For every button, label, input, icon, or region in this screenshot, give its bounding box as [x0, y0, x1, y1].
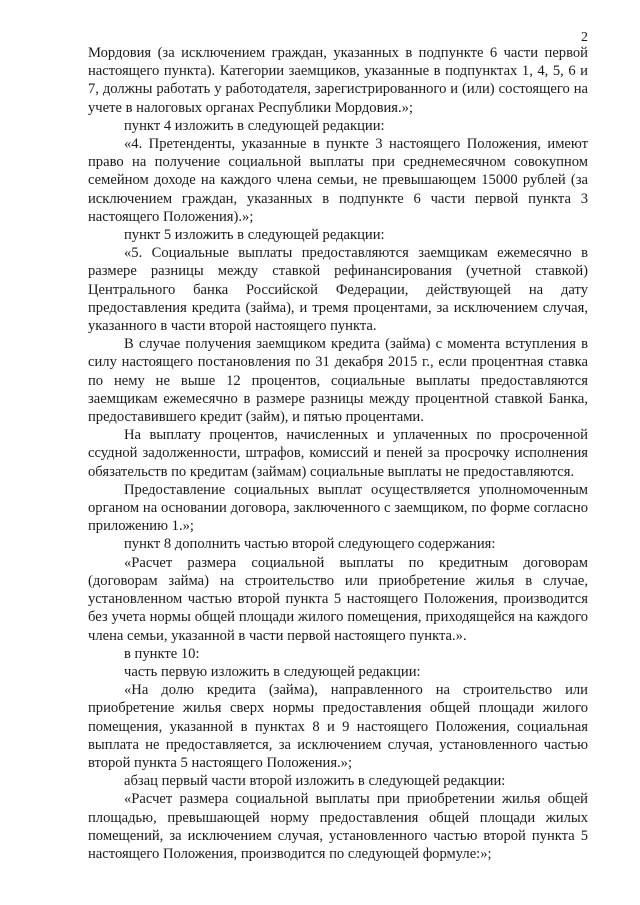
paragraph: «Расчет размера социальной выплаты по кредитным договорам (договорам займа) на строительство или приобретение жилья в случае, установленном частью второй пункта 5 настоящего Положения, производится без учета нормы общей площади жилого помещения, приходящейся на каждого члена семьи, указанной в части первой настоящего пункта.». [88, 554, 588, 644]
paragraph: Предоставление социальных выплат осуществляется уполномоченным органом на основании договора, заключенного с заемщиком, по форме согласно приложению 1.»; [88, 481, 588, 535]
paragraph: На выплату процентов, начисленных и уплаченных по просроченной ссудной задолженности, штрафов, комиссий и пеней за просрочку исполнения обязательств по кредитам (займам) социальные выплаты не предоставляются. [88, 427, 588, 480]
paragraph: «4. Претенденты, указанные в пункте 3 настоящего Положения, имеют право на получение социальной выплаты при среднемесячном совокупном семейном доходе на каждого члена семьи, не превышающем 15000 рублей (за исключением граждан, указанных в подпункте 6 части первой пункта 3 настоящего Положения).»; [88, 136, 588, 225]
paragraph: «На долю кредита (займа), направленного на строительство или приобретение жилья сверх нормы предоставления общей площади жилого помещения, указанной в пунктах 8 и 9 настоящего Положения, социальная выплата не предоставляется, за исключением случая, установленного частью второй пункта 5 настоящего Положения.»; [88, 682, 588, 771]
paragraph: В случае получения заемщиком кредита (займа) с момента вступления в силу настоящего постановления по 31 декабря 2015 г., если процентная ставка по нему не выше 12 процентов, социальные выплаты предоставляются заемщикам ежемесячно в размере разницы между процентной ставкой Банка, предоставившего кредит (займ), и пятью процентами. [88, 336, 588, 426]
paragraph: пункт 8 дополнить частью второй следующего содержания: [124, 536, 496, 553]
paragraph: Мордовия (за исключением граждан, указанных в подпункте 6 части первой настоящего пункта). Категории заемщиков, указанные в подпунктах 1, 4, 5, 6 и 7, должны работать у работодателя, зарегистрированного и (или) состоящего на учете в налоговых органах Республики Мордовия.»; [88, 45, 588, 116]
page-number: 2 [581, 30, 588, 45]
paragraph: в пункте 10: [124, 645, 200, 662]
document-body [88, 44, 588, 863]
paragraph: часть первую изложить в следующей редакции: [124, 663, 421, 680]
paragraph: «Расчет размера социальной выплаты при приобретении жилья общей площадью, превышающей норму предоставления общей площади жилых помещений, за исключением случая, установленного частью второй пункта 5 настоящего Положения, производится по следующей формуле:»; [88, 791, 588, 862]
paragraph: абзац первый части второй изложить в следующей редакции: [124, 773, 506, 790]
paragraph: пункт 4 изложить в следующей редакции: [124, 117, 385, 134]
paragraph: пункт 5 изложить в следующей редакции: [124, 227, 385, 244]
paragraph: «5. Социальные выплаты предоставляются заемщикам ежемесячно в размере разницы между ставкой рефинансирования (учетной ставкой) Центрального банка Российской Федерации, действующей на дату предоставления кредита (займа), и тремя процентами, за исключением случая, указанного в части второй настоящего пункта. [88, 245, 588, 335]
